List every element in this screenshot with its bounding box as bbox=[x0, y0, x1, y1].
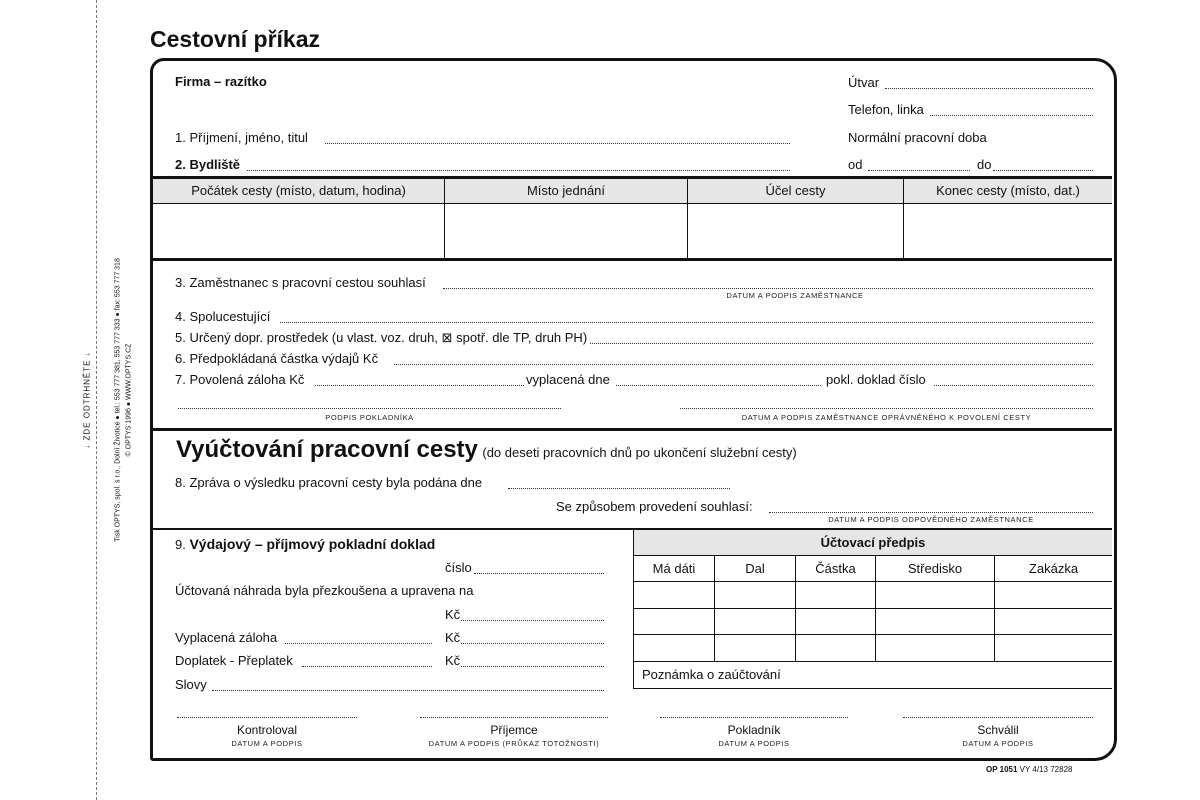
trip-cell-start[interactable] bbox=[153, 204, 444, 258]
transport-label: 5. Určený dopr. prostředek (u vlast. voz. druh, ⊠ spotř. dle TP, druh PH) bbox=[175, 330, 588, 345]
settlement-heading-note: (do deseti pracovních dnů po ukončení služební cesty) bbox=[482, 445, 797, 460]
trip-col-end: Konec cesty (místo, dat.) bbox=[936, 183, 1080, 198]
cut-here-label: ↓ ZDE ODTRHNĚTE ↓ bbox=[82, 351, 92, 449]
to-label: do bbox=[977, 157, 992, 172]
accounting-heading-line bbox=[633, 555, 1112, 556]
reviewed-label: Účtovaná náhrada byla přezkoušena a upravena na bbox=[175, 583, 474, 598]
cashier-sign-field[interactable] bbox=[178, 408, 561, 409]
sign-field-recipient[interactable] bbox=[420, 717, 608, 718]
form-version: VY 4/13 72828 bbox=[1019, 765, 1073, 774]
acc-col-order: Zakázka bbox=[1028, 561, 1079, 576]
sign-label-cashier: Pokladník bbox=[727, 723, 781, 737]
form-code-footer bbox=[986, 765, 1072, 774]
printer-info: Tisk OPTYS, spol. s r.o., Dolní Životice ● tel.: 553 777 381, 553 777 333 ● fax: 553 777 318 bbox=[114, 258, 122, 542]
cash-num: 9. bbox=[175, 537, 186, 552]
authorized-sign-caption: DATUM A PODPIS ZAMĚSTNANCE OPRÁVNĚNÉHO K POVOLENÍ CESTY bbox=[741, 413, 1032, 422]
paid-advance-label: Vyplacená záloha bbox=[175, 630, 278, 645]
report-field[interactable] bbox=[508, 488, 730, 489]
form-code: OP 1051 bbox=[986, 765, 1018, 774]
trip-col-start: Počátek cesty (místo, datum, hodina) bbox=[191, 183, 406, 198]
acc-col-amount: Částka bbox=[815, 561, 856, 576]
approval-caption: DATUM A PODPIS ODPOVĚDNÉHO ZAMĚSTNANCE bbox=[828, 515, 1034, 524]
fellow-travelers-field[interactable] bbox=[280, 322, 1093, 323]
kc3-label: Kč bbox=[445, 653, 461, 668]
sign-field-approved[interactable] bbox=[903, 717, 1093, 718]
acc-col-credit: Dal bbox=[745, 561, 765, 576]
accounting-heading: Účtovací předpis bbox=[820, 535, 926, 550]
settlement-heading-row bbox=[176, 436, 797, 464]
from-field[interactable] bbox=[868, 170, 970, 171]
employee-agrees-label: 3. Zaměstnanec s pracovní cestou souhlasí bbox=[175, 275, 426, 290]
surname-field[interactable] bbox=[325, 143, 790, 144]
cash-doc-label: pokl. doklad číslo bbox=[826, 372, 926, 387]
accounting-note-line bbox=[633, 688, 1112, 689]
surplus-label: Doplatek - Přeplatek bbox=[175, 653, 293, 668]
cashier-sign-caption: PODPIS POKLADNÍKA bbox=[325, 413, 414, 422]
advance-label: 7. Povolená záloha Kč bbox=[175, 372, 305, 387]
trip-col-purpose: Účel cesty bbox=[765, 183, 826, 198]
from-label: od bbox=[848, 157, 863, 172]
approval-field[interactable] bbox=[769, 512, 1093, 513]
cash-doc-field[interactable] bbox=[934, 385, 1093, 386]
sign-label-approved: Schválil bbox=[977, 723, 1019, 737]
cash-heading: Výdajový – příjmový pokladní doklad bbox=[189, 536, 436, 552]
fellow-travelers-label: 4. Spolucestující bbox=[175, 309, 271, 324]
kc1-label: Kč bbox=[445, 607, 461, 622]
phone-label: Telefon, linka bbox=[848, 102, 924, 117]
printer-copyright: © OPTYS 1996 ● WWW.OPTYS.CZ bbox=[125, 343, 133, 457]
surname-label: 1. Příjmení, jméno, titul bbox=[175, 130, 308, 145]
settlement-top bbox=[152, 428, 1112, 431]
paid-advance-field[interactable] bbox=[285, 643, 432, 644]
words-field[interactable] bbox=[212, 690, 604, 691]
transport-field[interactable] bbox=[590, 343, 1093, 344]
paid-date-field[interactable] bbox=[616, 385, 821, 386]
to-field[interactable] bbox=[993, 170, 1093, 171]
firm-stamp-label: Firma – razítko bbox=[175, 74, 267, 89]
approval-label: Se způsobem provedení souhlasí: bbox=[556, 499, 753, 514]
department-label: Útvar bbox=[848, 75, 880, 90]
section2-top bbox=[152, 258, 1112, 261]
trip-col-place: Místo jednání bbox=[526, 183, 606, 198]
accounting-row-3[interactable] bbox=[634, 635, 1112, 661]
report-label: 8. Zpráva o výsledku pracovní cesty byla podána dne bbox=[175, 475, 483, 490]
sign-field-cashier[interactable] bbox=[660, 717, 848, 718]
advance-field[interactable] bbox=[315, 385, 524, 386]
cash-number-label: číslo bbox=[445, 560, 472, 575]
sign-caption-cashier: DATUM A PODPIS bbox=[718, 739, 790, 748]
sign-label-checked: Kontroloval bbox=[236, 723, 298, 737]
paid-date-label: vyplacená dne bbox=[526, 372, 610, 387]
normal-hours-label: Normální pracovní doba bbox=[848, 130, 987, 145]
accounting-row-1[interactable] bbox=[634, 582, 1112, 608]
cash-number-field[interactable] bbox=[474, 573, 604, 574]
trip-cell-place[interactable] bbox=[445, 204, 687, 258]
sign-caption-approved: DATUM A PODPIS bbox=[962, 739, 1034, 748]
expected-amount-field[interactable] bbox=[394, 364, 1093, 365]
accounting-row-line-3 bbox=[633, 661, 1112, 662]
sign-field-checked[interactable] bbox=[177, 717, 357, 718]
sign-caption-checked: DATUM A PODPIS bbox=[231, 739, 303, 748]
words-label: Slovy bbox=[175, 677, 207, 692]
department-field[interactable] bbox=[885, 88, 1093, 89]
accounting-note-label: Poznámka o zaúčtování bbox=[642, 667, 781, 682]
employee-agrees-field[interactable] bbox=[443, 288, 1093, 289]
acc-col-debit: Má dáti bbox=[652, 561, 696, 576]
authorized-sign-field[interactable] bbox=[680, 408, 1093, 409]
kc2-label: Kč bbox=[445, 630, 461, 645]
residence-field[interactable] bbox=[247, 170, 790, 171]
page-title: Cestovní příkaz bbox=[150, 26, 320, 52]
kc3-field[interactable] bbox=[461, 666, 604, 667]
sign-caption-recipient: DATUM A PODPIS (PRŮKAZ TOTOŽNOSTI) bbox=[428, 739, 600, 748]
residence-label: 2. Bydliště bbox=[175, 157, 241, 172]
cash-heading-row bbox=[175, 536, 435, 552]
kc1-field[interactable] bbox=[461, 620, 604, 621]
trip-cell-purpose[interactable] bbox=[688, 204, 903, 258]
trip-cell-end[interactable] bbox=[904, 204, 1112, 258]
kc2-field[interactable] bbox=[461, 643, 604, 644]
sign-label-recipient: Příjemce bbox=[490, 723, 538, 737]
surplus-field[interactable] bbox=[302, 666, 432, 667]
phone-field[interactable] bbox=[930, 115, 1093, 116]
accounting-row-2[interactable] bbox=[634, 609, 1112, 634]
expected-amount-label: 6. Předpokládaná částka výdajů Kč bbox=[175, 351, 379, 366]
settlement-heading: Vyúčtování pracovní cesty bbox=[176, 436, 478, 463]
acc-col-center: Středisko bbox=[907, 561, 963, 576]
perforation-line bbox=[96, 0, 97, 800]
employee-sign-caption: DATUM A PODPIS ZAMĚSTNANCE bbox=[726, 291, 864, 300]
